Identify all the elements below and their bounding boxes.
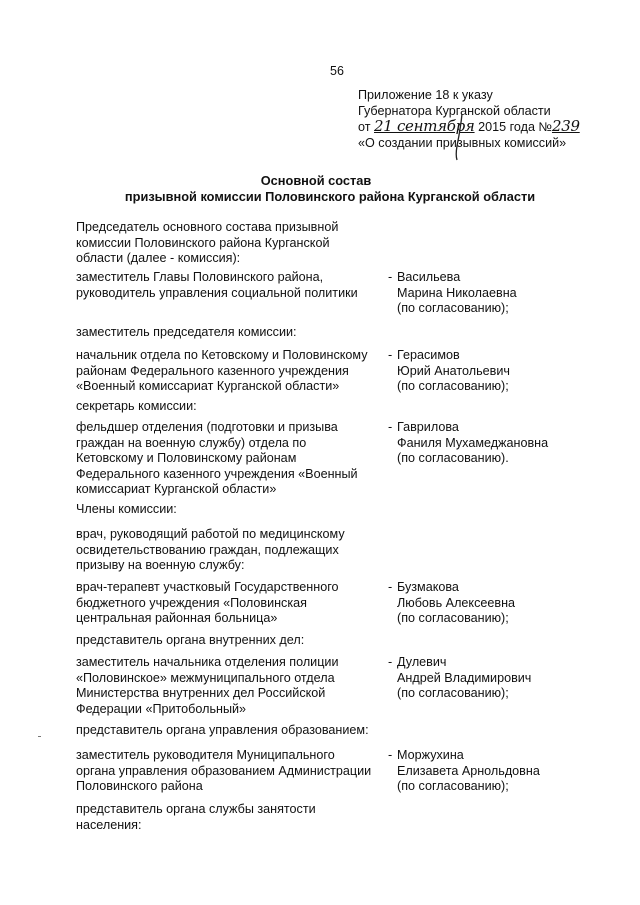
document-subtitle: призывной комиссии Половинского района Курганской области: [124, 189, 536, 204]
appendix-line: Приложение 18 к указу: [358, 88, 493, 102]
position-line: начальник отдела по Кетовскому и Половинскому: [76, 348, 368, 362]
position-line: врач-терапевт участковый Государственного: [76, 580, 339, 594]
member-note: (по согласованию);: [397, 379, 509, 393]
member-name: Любовь Алексеевна: [397, 595, 516, 610]
member-name: Марина Николаевна: [397, 285, 517, 300]
section-education: представитель органа управления образованием:: [76, 723, 369, 737]
position-line: бюджетного учреждения «Половинская: [76, 595, 307, 610]
position-secretary: [76, 420, 386, 498]
member-dash: -: [388, 270, 393, 284]
position-line: руководитель управления социальной политики: [76, 285, 358, 300]
member-dash: -: [388, 420, 393, 434]
member-chairman: [388, 270, 517, 317]
section-line: комиссии Половинского района Курганской: [76, 235, 330, 250]
section-line: призыву на военную службу:: [76, 558, 245, 572]
handwritten-number: 239: [551, 117, 580, 135]
member-note: (по согласованию);: [397, 301, 509, 315]
member-doctor: [388, 580, 515, 627]
scan-speck: [38, 736, 41, 737]
position-line: Министерства внутренних дел Российской: [76, 686, 326, 700]
member-surname: Бузмакова: [397, 580, 459, 594]
member-dash: -: [388, 655, 393, 669]
position-police: [76, 655, 386, 717]
member-surname: Моржухина: [397, 748, 464, 762]
member-deputy: [388, 348, 510, 395]
member-name: Фаниля Мухамеджановна: [397, 435, 549, 450]
member-note: (по согласованию).: [397, 451, 509, 465]
member-note: (по согласованию);: [397, 686, 509, 700]
section-chairman: [76, 220, 386, 267]
section-line: Председатель основного состава призывной: [76, 220, 339, 234]
position-line: граждан на военную службу) отдела по: [76, 435, 307, 450]
section-deputy: заместитель председателя комиссии:: [76, 325, 297, 339]
section-line: освидетельствованию граждан, подлежащих: [76, 542, 339, 557]
position-doctor: [76, 580, 386, 627]
position-deputy: [76, 348, 386, 395]
section-employment: [76, 802, 386, 833]
page-number: 56: [330, 64, 344, 78]
position-line: Федерации «Притобольный»: [76, 701, 247, 716]
position-line: «Половинское» межмуниципального отдела: [76, 670, 335, 685]
position-line: заместитель Главы Половинского района,: [76, 270, 324, 284]
position-line: Федерального казенного учреждения «Военный: [76, 466, 358, 481]
member-secretary: [388, 420, 548, 467]
member-surname: Дулевич: [397, 655, 447, 669]
member-name: Юрий Анатольевич: [397, 363, 510, 378]
position-chairman: [76, 270, 386, 301]
member-name: Елизавета Арнольдовна: [397, 763, 540, 778]
position-line: «Военный комиссариат Курганской области»: [76, 379, 340, 393]
position-line: заместитель начальника отделения полиции: [76, 655, 339, 669]
section-line: области (далее - комиссия):: [76, 251, 241, 265]
member-note: (по согласованию);: [397, 779, 509, 793]
member-dash: -: [388, 580, 393, 594]
section-line: населения:: [76, 817, 142, 832]
position-line: фельдшер отделения (подготовки и призыва: [76, 420, 338, 434]
position-education: [76, 748, 386, 795]
appendix-line: Губернатора Курганской области: [358, 103, 551, 118]
handwritten-stroke: [448, 110, 478, 162]
member-dash: -: [388, 348, 393, 362]
document-title: Основной состав: [260, 173, 372, 188]
position-line: заместитель руководителя Муниципального: [76, 748, 335, 762]
position-line: органа управления образованием Администрации: [76, 763, 372, 778]
member-name: Андрей Владимирович: [397, 670, 532, 685]
section-line: врач, руководящий работой по медицинскому: [76, 527, 345, 541]
section-doctor: [76, 527, 386, 574]
position-line: центральная районная больница»: [76, 611, 278, 625]
section-line: представитель органа службы занятости: [76, 802, 316, 816]
section-secretary: секретарь комиссии:: [76, 399, 197, 413]
member-surname: Герасимов: [397, 348, 460, 362]
member-note: (по согласованию);: [397, 611, 509, 625]
member-surname: Васильева: [397, 270, 461, 284]
handwritten-date: 21 сентября: [374, 117, 475, 135]
members-heading: Члены комиссии:: [76, 502, 177, 516]
position-line: Кетовскому и Половинскому районам: [76, 451, 297, 465]
member-education: [388, 748, 540, 795]
position-line: районам Федерального казенного учреждения: [76, 363, 349, 378]
position-line: комиссариат Курганской области»: [76, 482, 277, 496]
appendix-date-prefix: от: [358, 120, 371, 134]
member-surname: Гаврилова: [397, 420, 459, 434]
member-dash: -: [388, 748, 393, 762]
member-police: [388, 655, 531, 702]
appendix-line: «О создании призывных комиссий»: [358, 135, 567, 150]
position-line: Половинского района: [76, 779, 203, 793]
appendix-year: 2015 года №: [478, 120, 552, 134]
section-police: представитель органа внутренних дел:: [76, 633, 305, 647]
